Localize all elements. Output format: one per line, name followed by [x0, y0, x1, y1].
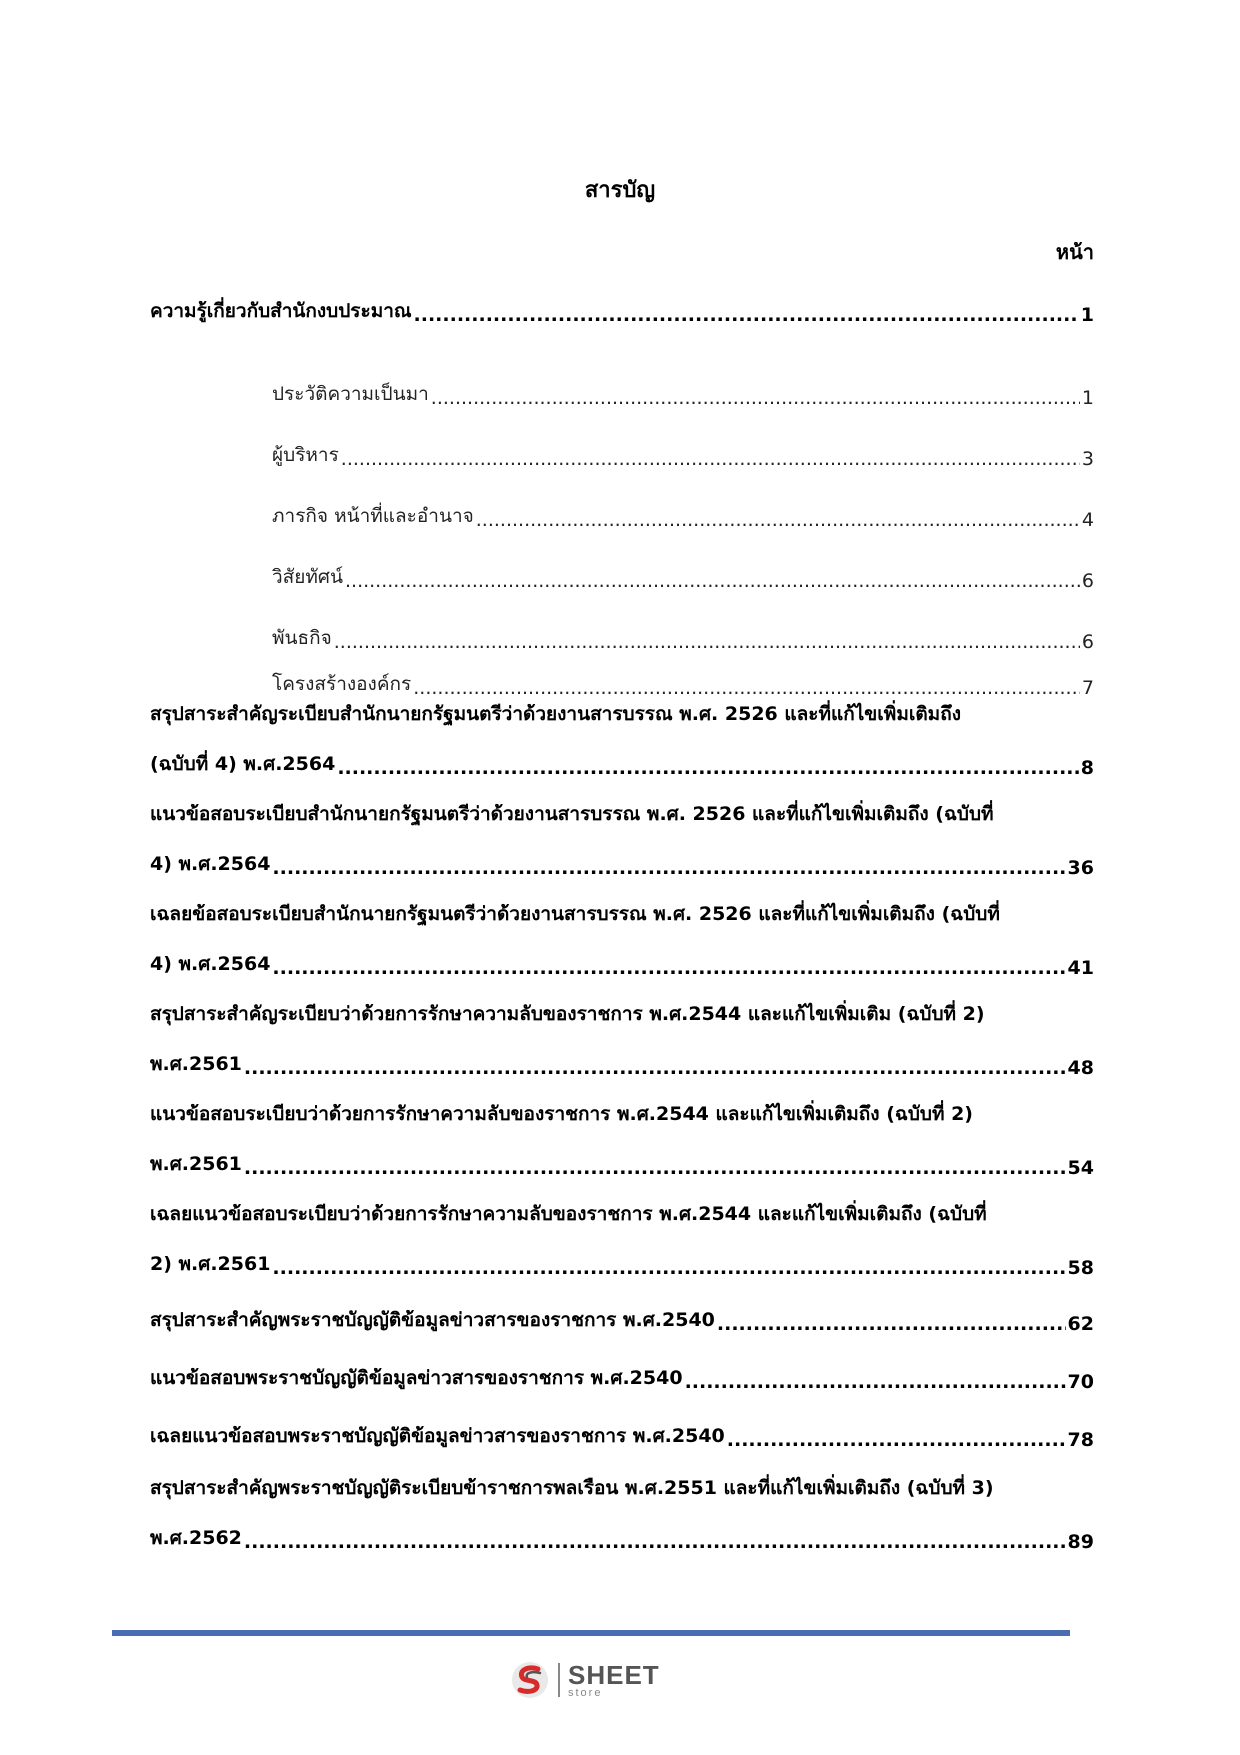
toc-leader-dots: [244, 1157, 1066, 1179]
toc-leader-dots: [413, 677, 1080, 699]
toc-leader-dots: [341, 448, 1080, 470]
toc-entry-page: 8: [1080, 757, 1094, 779]
toc-leader-dots: [272, 957, 1065, 979]
toc-entry-text: ความรู้เกี่ยวกับสำนักงบประมาณ: [150, 300, 412, 322]
toc-entry-info-act-exam[interactable]: [150, 1357, 1094, 1393]
toc-entry-text: ผู้บริหาร: [272, 444, 339, 466]
toc-entry-page: 41: [1067, 957, 1094, 979]
toc-subentry-duties[interactable]: [150, 470, 1094, 531]
toc-entry-text-line2: 4) พ.ศ.2564: [150, 853, 271, 875]
toc-entry-saraban-summary[interactable]: [150, 699, 1094, 779]
toc-subentry-executives[interactable]: [150, 409, 1094, 470]
toc-subentry-structure[interactable]: [150, 653, 1094, 699]
toc-leader-dots: [727, 1429, 1066, 1451]
toc-leader-dots: [334, 631, 1080, 653]
toc-entry-page: 58: [1067, 1257, 1094, 1279]
toc-entry-text-line2: (ฉบับที่ 4) พ.ศ.2564: [150, 753, 336, 775]
sheet-store-logo: [510, 1660, 660, 1700]
toc-entry-text: พันธกิจ: [272, 627, 332, 649]
toc-entry-page: 6: [1081, 631, 1094, 653]
toc-entry-text: สรุปสาระสำคัญพระราชบัญญัติข้อมูลข่าวสารของราชการ พ.ศ.2540: [150, 1309, 715, 1331]
toc-entry-page: 89: [1067, 1531, 1094, 1553]
toc-title: สารบัญ: [584, 178, 656, 203]
toc-entry-page: 36: [1067, 857, 1094, 879]
table-of-contents: [150, 290, 1094, 1573]
toc-leader-dots: [685, 1371, 1066, 1393]
toc-entry-text-line1: สรุปสาระสำคัญระเบียบสำนักนายกรัฐมนตรีว่าด้วยงานสารบรรณ พ.ศ. 2526 และที่แก้ไขเพิ่มเติมถึง: [150, 703, 961, 725]
toc-entry-page: 6: [1081, 570, 1094, 592]
toc-entry-text-line1: สรุปสาระสำคัญพระราชบัญญัติระเบียบข้าราชการพลเรือน พ.ศ.2551 และที่แก้ไขเพิ่มเติมถึง (ฉบับที่ 3): [150, 1477, 994, 1499]
toc-entry-secrecy-exam[interactable]: [150, 1099, 1094, 1179]
toc-subentry-vision[interactable]: [150, 531, 1094, 592]
toc-entry-text-line2: พ.ศ.2562: [150, 1527, 242, 1549]
footer-divider: [112, 1630, 1070, 1636]
toc-entry-text-line2: พ.ศ.2561: [150, 1153, 242, 1175]
toc-entry-page: 54: [1067, 1157, 1094, 1179]
toc-entry-text: ภารกิจ หน้าที่และอำนาจ: [272, 505, 474, 527]
toc-subentry-mission[interactable]: [150, 592, 1094, 653]
toc-entry-secrecy-summary[interactable]: [150, 999, 1094, 1079]
toc-entry-page: 70: [1067, 1371, 1094, 1393]
toc-entry-text: แนวข้อสอบพระราชบัญญัติข้อมูลข่าวสารของราชการ พ.ศ.2540: [150, 1367, 683, 1389]
toc-entry-text-line1: สรุปสาระสำคัญระเบียบว่าด้วยการรักษาความลับของราชการ พ.ศ.2544 และแก้ไขเพิ่มเติม (ฉบับที่ 2): [150, 1003, 985, 1025]
toc-leader-dots: [476, 509, 1080, 531]
logo-subtext: store: [568, 1686, 603, 1699]
toc-entry-page: 1: [1081, 387, 1094, 409]
toc-entry-page: 62: [1067, 1313, 1094, 1335]
toc-subentry-history[interactable]: [150, 348, 1094, 409]
toc-entry-text-line2: พ.ศ.2561: [150, 1053, 242, 1075]
toc-entry-page: 1: [1080, 304, 1094, 326]
toc-entry-page: 48: [1067, 1057, 1094, 1079]
toc-entry-page: 3: [1081, 448, 1094, 470]
toc-leader-dots: [345, 570, 1080, 592]
toc-leader-dots: [414, 304, 1079, 326]
sheet-store-logo-icon: [510, 1660, 550, 1700]
logo-wordmark: SHEET: [568, 1659, 660, 1690]
toc-entry-text: วิสัยทัศน์: [272, 566, 343, 588]
toc-entry-text: โครงสร้างองค์กร: [272, 673, 412, 695]
toc-entry-text-line1: แนวข้อสอบระเบียบสำนักนายกรัฐมนตรีว่าด้วยงานสารบรรณ พ.ศ. 2526 และที่แก้ไขเพิ่มเติมถึง (ฉบับที่: [150, 803, 994, 825]
toc-leader-dots: [431, 387, 1080, 409]
toc-leader-dots: [272, 857, 1065, 879]
toc-entry-budget-bureau[interactable]: [150, 290, 1094, 326]
toc-leader-dots: [244, 1057, 1066, 1079]
toc-entry-page: 78: [1067, 1429, 1094, 1451]
toc-entry-civil-service-summary[interactable]: [150, 1473, 1094, 1553]
toc-entry-text-line1: แนวข้อสอบระเบียบว่าด้วยการรักษาความลับของราชการ พ.ศ.2544 และแก้ไขเพิ่มเติมถึง (ฉบับที่ 2): [150, 1103, 973, 1125]
toc-leader-dots: [244, 1531, 1066, 1553]
toc-entry-saraban-answers[interactable]: [150, 899, 1094, 979]
toc-entry-saraban-exam[interactable]: [150, 799, 1094, 879]
toc-entry-info-act-summary[interactable]: [150, 1299, 1094, 1335]
toc-entry-text-line1: เฉลยข้อสอบระเบียบสำนักนายกรัฐมนตรีว่าด้วยงานสารบรรณ พ.ศ. 2526 และที่แก้ไขเพิ่มเติมถึง (ฉบับที่: [150, 903, 1000, 925]
toc-entry-page: 7: [1081, 677, 1094, 699]
toc-entry-text-line1: เฉลยแนวข้อสอบระเบียบว่าด้วยการรักษาความลับของราชการ พ.ศ.2544 และแก้ไขเพิ่มเติมถึง (ฉบับที่: [150, 1203, 987, 1225]
logo-separator: [558, 1663, 560, 1697]
toc-leader-dots: [337, 757, 1078, 779]
toc-entry-page: 4: [1081, 509, 1094, 531]
toc-entry-secrecy-answers[interactable]: [150, 1199, 1094, 1279]
page-column-heading: หน้า: [1055, 240, 1094, 264]
toc-entry-info-act-answers[interactable]: [150, 1415, 1094, 1451]
toc-leader-dots: [717, 1313, 1066, 1335]
toc-entry-text-line2: 2) พ.ศ.2561: [150, 1253, 271, 1275]
toc-entry-text-line2: 4) พ.ศ.2564: [150, 953, 271, 975]
toc-entry-text: เฉลยแนวข้อสอบพระราชบัญญัติข้อมูลข่าวสารของราชการ พ.ศ.2540: [150, 1425, 725, 1447]
toc-leader-dots: [272, 1257, 1065, 1279]
toc-entry-text: ประวัติความเป็นมา: [272, 383, 429, 405]
